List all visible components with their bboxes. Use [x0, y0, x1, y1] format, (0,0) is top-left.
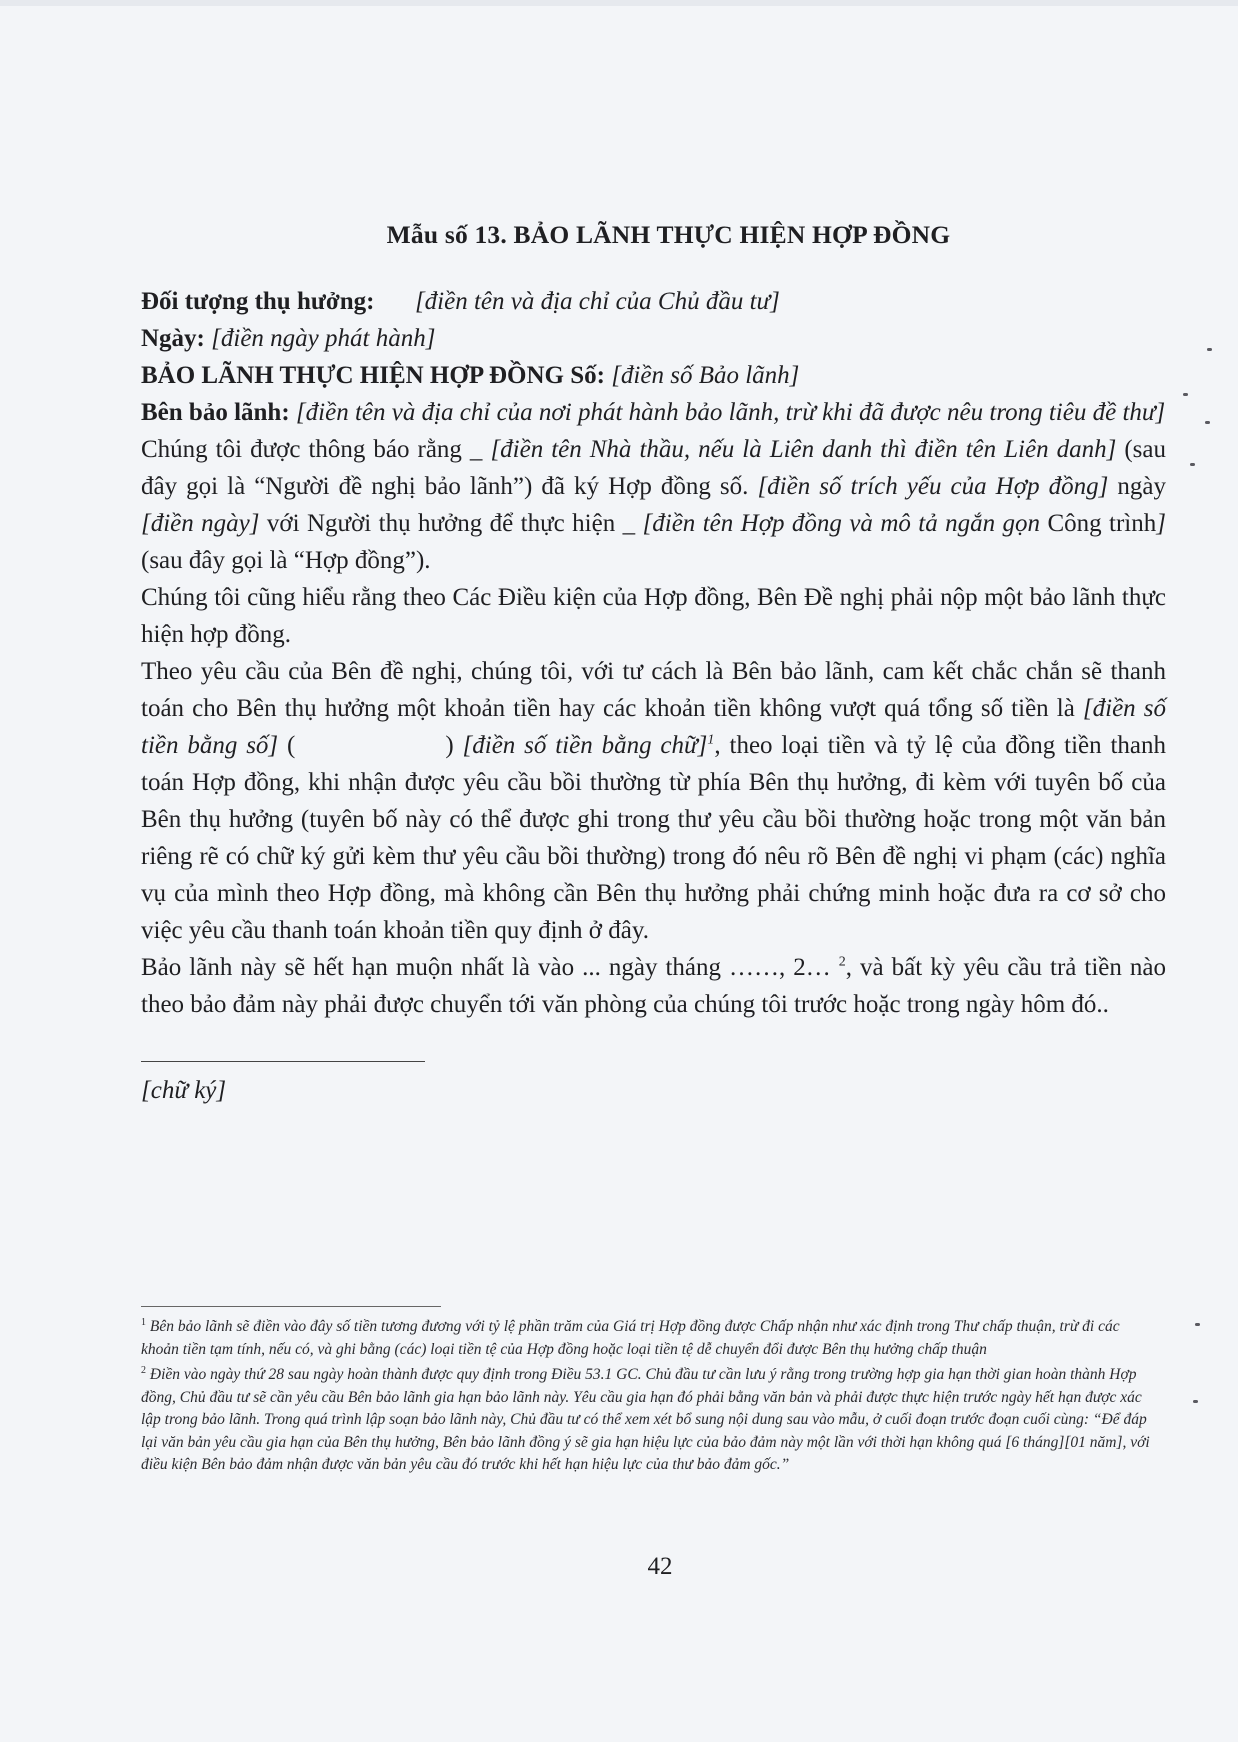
footnote-2-number: 2: [141, 1364, 146, 1376]
p1-text-4: với Người thụ hưởng để thực hiện _: [259, 510, 643, 537]
scan-speck: [1193, 1400, 1198, 1403]
p3-open-paren: (: [278, 732, 296, 759]
p1-contractor-placeholder: [điền tên Nhà thầu, nếu là Liên danh thì điền tên Liên danh]: [490, 436, 1117, 463]
paragraph-conditions: Chúng tôi cũng hiểu rằng theo Các Điều kiện của Hợp đồng, Bên Đề nghị phải nộp một bảo lãnh thực hiện hợp đồng.: [141, 584, 1166, 648]
p3-amount-words-placeholder: [điền số tiền bằng chữ]: [462, 732, 708, 759]
paragraph-notification: [141, 431, 1166, 579]
footnote-2: [141, 1364, 1161, 1477]
signature-line: [141, 1061, 425, 1062]
beneficiary-label: Đối tượng thụ hưởng:: [141, 288, 375, 315]
scan-speck: [1207, 348, 1212, 351]
scan-speck: [1190, 463, 1195, 466]
p4-text-1: Bảo lãnh này sẽ hết hạn muộn nhất là vào ... ngày tháng ……, 2…: [141, 954, 839, 981]
p3-text-4: , theo loại tiền và tỷ lệ của đồng tiền thanh toán Hợp đồng, khi nhận được yêu cầu bồi thường từ phía Bên thụ hưởng, đi kèm với tuyên bố của Bên thụ hưởng (tuyên bố này có thể được ghi trong thư yêu cầu bồi thường hoặc trong một văn bản riêng rẽ có chữ ký gửi kèm thư yêu cầu bồi thường) trong đó nêu rõ Bên đề nghị vi phạm (các) nghĩa vụ của mình theo Hợp đồng, mà không cần Bên thụ hưởng phải chứng minh hoặc đưa ra cơ sở cho việc yêu cầu thanh toán khoản tiền quy định ở đây.: [141, 732, 1167, 944]
p1-text-2: (sau đây gọi là “Người đề nghị bảo lãnh”) đã ký Hợp đồng số.: [141, 436, 1166, 500]
footnotes: [141, 1316, 1161, 1480]
p1-text-1: Chúng tôi được thông báo rằng _: [141, 436, 491, 463]
guarantee-number-label: BẢO LÃNH THỰC HIỆN HỢP ĐỒNG Số:: [141, 362, 605, 389]
footnote-1: [141, 1316, 1161, 1361]
footnote-2-text: Điền vào ngày thứ 28 sau ngày hoàn thành được quy định trong Điều 53.1 GC. Chủ đầu tư cần lưu ý rằng trong trường hợp gia hạn thời gian hoàn thành Hợp đồng, Chủ đầu tư sẽ cần yêu cầu Bên bảo lãnh gia hạn bảo lãnh này. Yêu cầu gia hạn đó phải bằng văn bản và phải được thực hiện trước ngày hết hạn được xác lập trong bảo lãnh. Trong quá trình lập soạn bảo lãnh này, Chủ đầu tư có thể xem xét bổ sung nội dung sau vào mẫu, ở cuối đoạn trước đoạn cuối cùng: “Để đáp lại văn bản yêu cầu gia hạn của Bên thụ hưởng, Bên bảo lãnh đồng ý sẽ gia hạn hiệu lực của bảo đảm này một lần với thời hạn không quá [6 tháng][01 năm], với điều kiện Bên bảo đảm nhận được văn bản yêu cầu đó trước khi hết hạn hiệu lực của thư bảo đảm gốc.”: [141, 1366, 1150, 1473]
signature-placeholder: [chữ ký]: [141, 1077, 227, 1104]
guarantor-value: [điền tên và địa chỉ của nơi phát hành bảo lãnh, trừ khi đã được nêu trong tiêu đề thư]: [295, 399, 1166, 426]
scan-top-edge: [0, 0, 1238, 6]
footnote-ref-2: 2: [838, 954, 846, 970]
beneficiary-line: [141, 283, 1166, 320]
p1-date-placeholder: [điền ngày]: [141, 510, 260, 537]
date-value: [điền ngày phát hành]: [211, 325, 436, 352]
p3-close-paren: ): [445, 732, 463, 759]
paragraph-expiry: [141, 949, 1166, 1023]
scan-speck: [1205, 421, 1210, 424]
guarantor-label: Bên bảo lãnh:: [141, 399, 290, 426]
p3-text-1: Theo yêu cầu của Bên đề nghị, chúng tôi, với tư cách là Bên bảo lãnh, cam kết chắc chắn sẽ thanh toán cho Bên thụ hưởng một khoản tiền hay các khoản tiền không vượt quá tổng số tiền là: [141, 658, 1166, 722]
guarantee-number-value: [điền số Bảo lãnh]: [611, 362, 800, 389]
p1-contract-number-placeholder: [điền số trích yếu của Hợp đồng]: [757, 473, 1109, 500]
guarantee-number-line: [141, 357, 1166, 394]
beneficiary-value: [điền tên và địa chỉ của Chủ đầu tư]: [414, 288, 780, 315]
p1-bracket: ]: [1156, 510, 1166, 537]
p4-text-2: , và bất kỳ yêu cầu trả tiền nào theo bảo đảm này phải được chuyển tới văn phòng của chúng tôi trước hoặc trong ngày hôm đó..: [141, 954, 1166, 1018]
p1-contract-name-placeholder: [điền tên Hợp đồng và mô tả ngắn gọn: [642, 510, 1041, 537]
footnote-1-number: 1: [141, 1316, 146, 1328]
paragraph-undertaking: [141, 653, 1166, 949]
footnote-ref-1: 1: [707, 732, 715, 748]
guarantor-line: [141, 394, 1166, 431]
page-title: Mẫu số 13. BẢO LÃNH THỰC HIỆN HỢP ĐỒNG: [386, 220, 951, 249]
scan-speck: [1195, 1323, 1200, 1326]
footnote-separator: [141, 1306, 441, 1307]
p1-text-5: Công trình: [1040, 510, 1157, 537]
page-number: 42: [647, 1553, 673, 1580]
p3-amount-figures-placeholder: [điền số tiền bằng số]: [141, 695, 1167, 759]
footnote-1-text: Bên bảo lãnh sẽ điền vào đây số tiền tương đương với tỷ lệ phần trăm của Giá trị Hợp đồng được Chấp nhận như xác định trong Thư chấp thuận, trừ đi các khoản tiền tạm tính, nếu có, và ghi bằng (các) loại tiền tệ của Hợp đồng hoặc loại tiền tệ dễ chuyển đổi được Bên thụ hưởng chấp thuận: [141, 1318, 1120, 1358]
date-label: Ngày:: [141, 325, 205, 352]
date-line: [141, 320, 1166, 357]
p1-text-6: (sau đây gọi là “Hợp đồng”).: [141, 547, 431, 574]
p1-text-3: ngày: [1108, 473, 1166, 500]
document-body: [141, 216, 1166, 1109]
scan-speck: [1183, 393, 1188, 396]
